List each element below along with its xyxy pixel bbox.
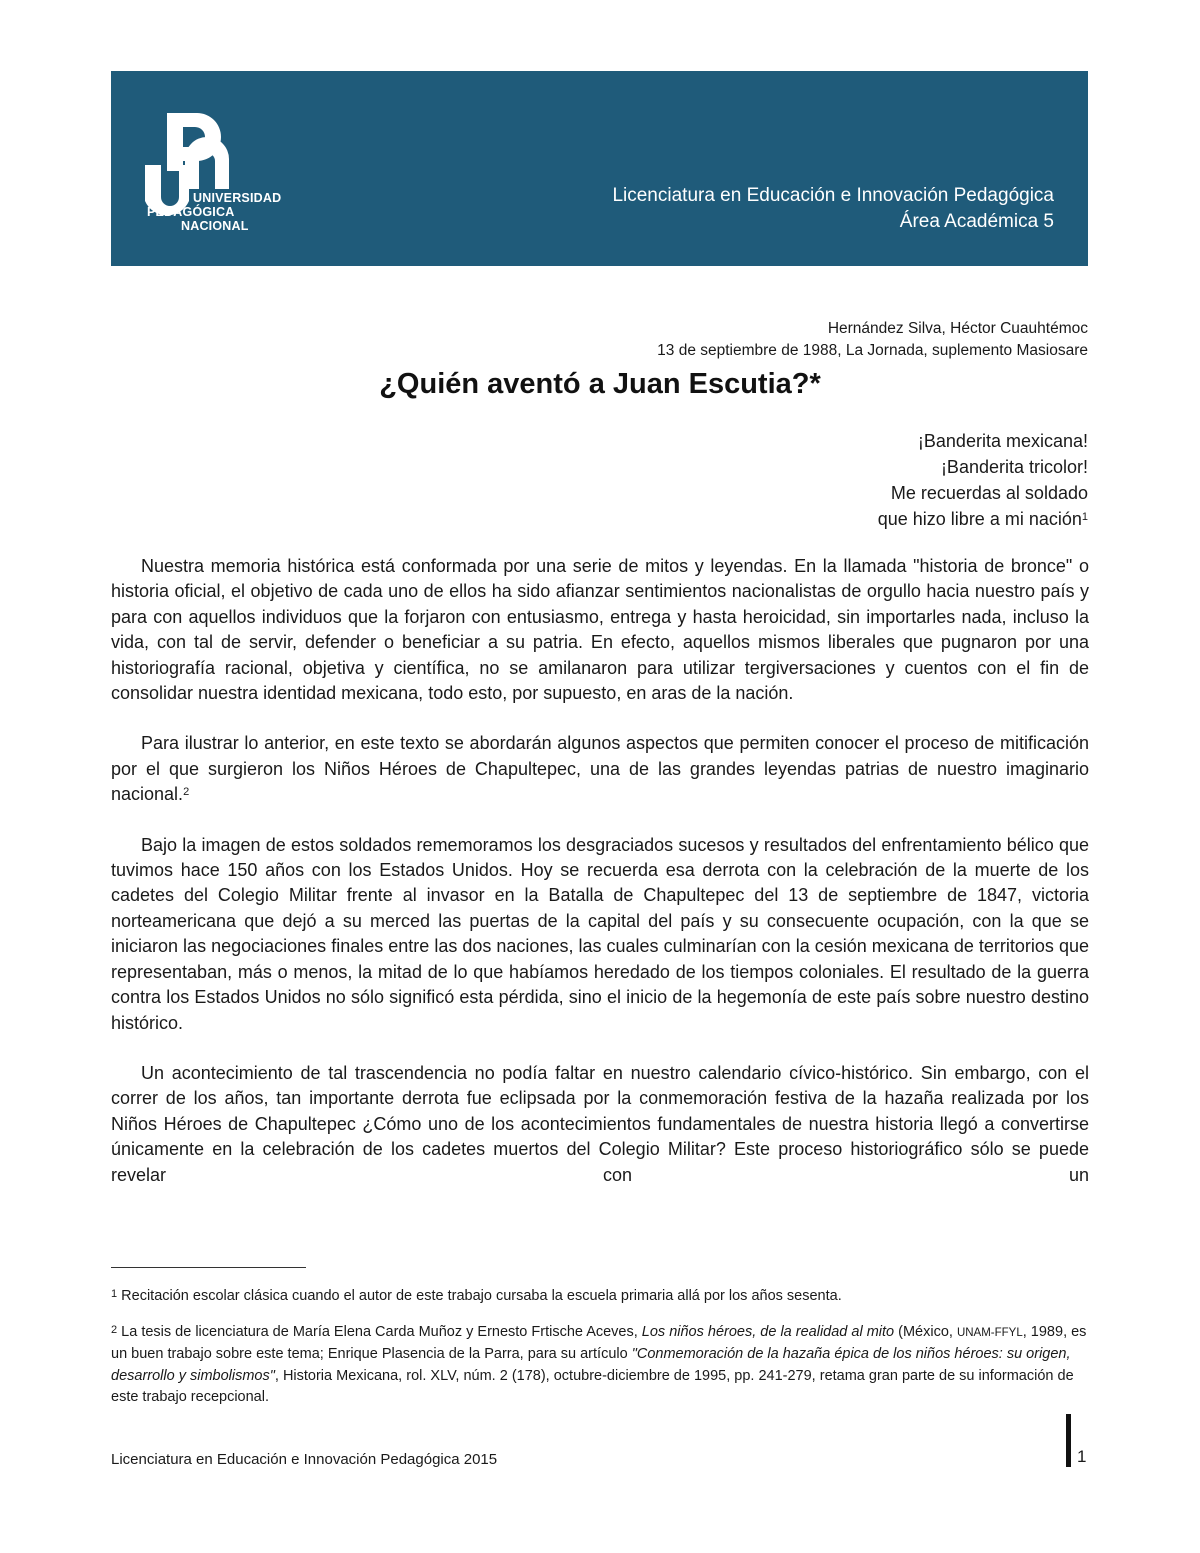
footnote-text: La tesis de licenciatura de María Elena Carda Muñoz y Ernesto Frtische Aceves, [121, 1323, 642, 1340]
cited-work-title: Los niños héroes, de la realidad al mito [641, 1323, 895, 1340]
source: 13 de septiembre de 1988, La Jornada, suplemento Masiosare [657, 342, 1088, 359]
footnote-number: 2 [111, 1323, 118, 1336]
poem-line [878, 506, 1088, 532]
logo-text-line-3: NACIONAL [181, 219, 249, 233]
page-number-bar [1066, 1414, 1071, 1467]
cited-article-title: "Conmemoración de la hazaña épica de los niños héroes: su origen, desarrollo y simbolismos" [111, 1346, 1071, 1384]
banner-heading [612, 183, 1054, 235]
header-banner [111, 71, 1088, 266]
paragraph-text: Bajo la imagen de estos soldados rememoramos los desgraciados sucesos y resultados del enfrentamiento bélico que tuvimos hace 150 años con los Estados Unidos. Hoy se recuerda esa derrota con la celebración de la muerte de los cadetes del Colegio Militar frente al invasor en la Batalla de Chapultepec del 13 de septiembre de 1847, victoria norteamericana que dejó a su merced las puertas de la capital del país y su consecuente ocupación, con la que se iniciaron las negociaciones finales entre las dos naciones, las cuales culminarían con la cesión mexicana de territorios que representaban, más o menos, la mitad de lo que habíamos heredado de los tiempos coloniales. El resultado de la guerra contra los Estados Unidos no sólo significó esta pérdida, sino el inicio de la hegemonía de este país sobre nuestro destino histórico. [111, 834, 1089, 1033]
footnote-ref[interactable]: 2 [183, 786, 190, 799]
logo-text-line-2: PEDAGÓGICA [147, 205, 235, 219]
poem-line: ¡Banderita tricolor! [940, 457, 1088, 477]
paragraph [111, 1061, 1089, 1188]
poem-line-text: que hizo libre a mi nación [877, 509, 1082, 529]
logo-text-line-1: UNIVERSIDAD [193, 191, 282, 205]
epigraph-poem [878, 428, 1088, 532]
footnote-text: , 1989, es un buen trabajo sobre este tema; Enrique Plasencia de la Parra, para su artículo [111, 1323, 1087, 1362]
paragraph-text: Un acontecimiento de tal trascendencia no podía faltar en nuestro calendario cívico-histórico. Sin embargo, con el correr de los años, tan importante derrota fue eclipsada por la conmemoración festiva de la hazaña realizada por los Niños Héroes de Chapultepec ¿Cómo uno de los acontecimientos fundamentales de nuestra historia llegó a convertirse únicamente en la celebración de los cadetes muertos del Colegio Militar? Este proceso historiográfico sólo se puede revelar con un [111, 1062, 1089, 1185]
footnote-number: 1 [111, 1288, 118, 1300]
article-title: ¿Quién aventó a Juan Escutia?* [379, 368, 821, 400]
paragraph-text: Para ilustrar lo anterior, en este texto se abordarán algunos aspectos que permiten conocer el proceso de mitificación por el que surgieron los Niños Héroes de Chapultepec, una de las grandes leyendas patrias de nuestro imaginario nacional. [111, 733, 1089, 805]
paragraph [111, 731, 1089, 807]
program-name: Licenciatura en Educación e Innovación Pedagógica [612, 185, 1054, 206]
academic-area: Área Académica 5 [899, 211, 1054, 232]
author: Hernández Silva, Héctor Cuauhtémoc [827, 320, 1088, 337]
upn-logo [145, 113, 295, 243]
byline [657, 318, 1088, 362]
paragraph [111, 554, 1089, 706]
footnote-text: (México, [894, 1323, 957, 1340]
page-number: 1 [1077, 1447, 1087, 1466]
poem-line: ¡Banderita mexicana! [917, 431, 1088, 451]
footnote-divider [111, 1267, 306, 1268]
page-footer: Licenciatura en Educación e Innovación Pedagógica 2015 [111, 1451, 498, 1468]
poem-line: Me recuerdas al soldado [890, 483, 1088, 503]
paragraph-text: Nuestra memoria histórica está conformada por una serie de mitos y leyendas. En la llamada "historia de bronce" o historia oficial, el objetivo de cada uno de ellos ha sido afianzar sentimientos nacionalistas de orgullo hacia nuestro país y para con aquellos individuos que la forjaron con entusiasmo, entrega y hasta heroicidad, sin importarles nada, incluso la vida, con tal de servir, defender o beneficiar a su patria. En efecto, aquellos mismos liberales que pugnaron por una historiografía racional, objetiva y científica, no se amilanaron para utilizar tergiversaciones y cuentos con el fin de consolidar nuestra identidad mexicana, todo esto, por supuesto, en aras de la nación. [111, 556, 1089, 704]
footnote-1 [111, 1286, 1089, 1308]
footnotes [111, 1286, 1089, 1423]
institution-abbrev: UNAM-FFYL [956, 1326, 1023, 1339]
footnote-ref[interactable]: 1 [1081, 511, 1088, 523]
footnote-text: Recitación escolar clásica cuando el autor de este trabajo cursaba la escuela primaria allá por los años sesenta. [121, 1288, 842, 1304]
article-body [111, 554, 1089, 1188]
footnote-text: , Historia Mexicana, rol. XLV, núm. 2 (178), octubre-diciembre de 1995, pp. 241-279, retama gran parte de su información de este trabajo recepcional. [111, 1367, 1074, 1405]
footnote-2 [111, 1322, 1089, 1409]
paragraph [111, 833, 1089, 1036]
